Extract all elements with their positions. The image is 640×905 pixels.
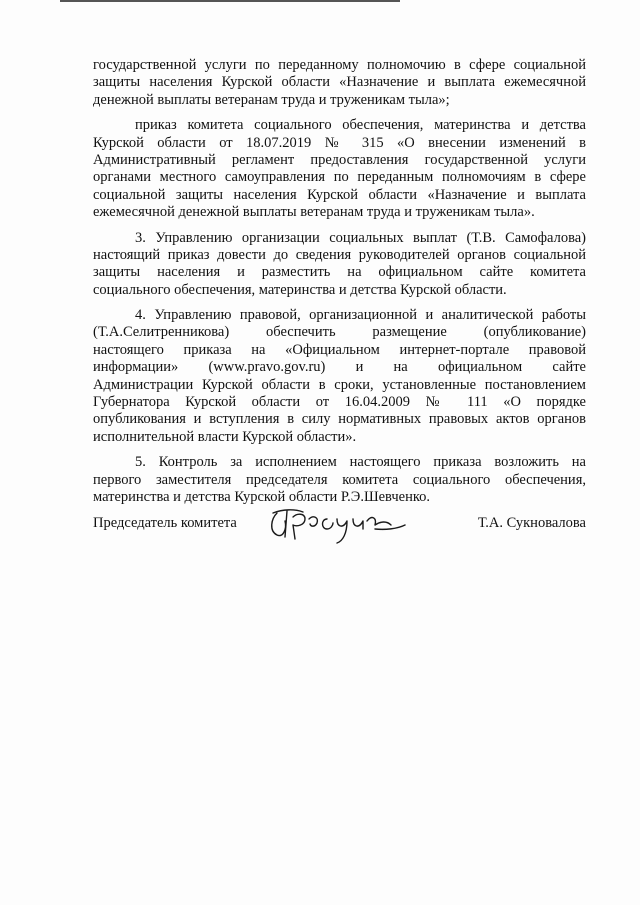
text-line: Администрации Курской области в сроки, установленные постановлением: [93, 376, 586, 393]
paragraph-order-reference: [93, 117, 586, 221]
text-line: исполнительной власти Курской области».: [93, 428, 357, 445]
handwritten-signature: [263, 499, 413, 549]
text-line: государственной услуги по переданному полномочию в сфере социальной: [93, 57, 586, 73]
text-line: ежемесячной денежной выплаты ветеранам труда и труженикам тыла».: [93, 204, 535, 221]
text-line: Губернатора Курской области от 16.04.2009 № 111 «О порядке: [93, 394, 586, 411]
text-line: защиты населения Курской области «Назначение и выплата ежемесячной: [93, 74, 586, 91]
text-line: социального обеспечения, материнства и детства Курской области.: [93, 281, 507, 298]
paragraph-item-3: [93, 230, 586, 300]
scan-top-edge-line: [60, 0, 400, 2]
text-line: 4. Управлению правовой, организационной и аналитической работы: [135, 307, 586, 324]
document-body: [93, 57, 586, 506]
paragraph-continuation: [93, 57, 586, 109]
text-line: приказ комитета социального обеспечения, материнства и детства: [135, 117, 586, 134]
text-line: 5. Контроль за исполнением настоящего приказа возложить на: [135, 454, 586, 471]
text-line: денежной выплаты ветеранам труда и труженикам тыла»;: [93, 91, 450, 108]
text-line: органами местного самоуправления по переданным полномочиям в сфере: [93, 169, 586, 186]
text-line: 3. Управлению организации социальных выплат (Т.В. Самофалова): [135, 229, 586, 246]
text-line: опубликования и вступления в силу нормативных правовых актов органов: [93, 411, 586, 428]
text-line: защиты населения и разместить на официальном сайте комитета: [93, 264, 586, 281]
text-line: информации» (www.pravo.gov.ru) и на официальном сайте: [93, 359, 586, 376]
text-line: материнства и детства Курской области Р.Э.Шевченко.: [93, 488, 431, 505]
text-line: Курской области от 18.07.2019 № 315 «О внесении изменений в: [93, 134, 586, 151]
signature-block: [93, 503, 586, 563]
text-line: (Т.А.Селитренникова) обеспечить размещение (опубликование): [93, 324, 586, 341]
text-line: Административный регламент предоставления государственной услуги: [93, 151, 586, 168]
signatory-title: Председатель комитета: [93, 515, 237, 531]
signatory-name: Т.А. Сукновалова: [477, 515, 586, 531]
text-line: социальной защиты населения Курской области «Назначение и выплата: [93, 186, 586, 203]
paragraph-item-4: [93, 307, 586, 446]
text-line: настоящий приказ довести до сведения руководителей органов социальной: [93, 246, 586, 263]
text-line: первого заместителя председателя комитета социального обеспечения,: [93, 471, 586, 488]
text-line: настоящего приказа на «Официальном интернет-портале правовой: [93, 341, 586, 358]
